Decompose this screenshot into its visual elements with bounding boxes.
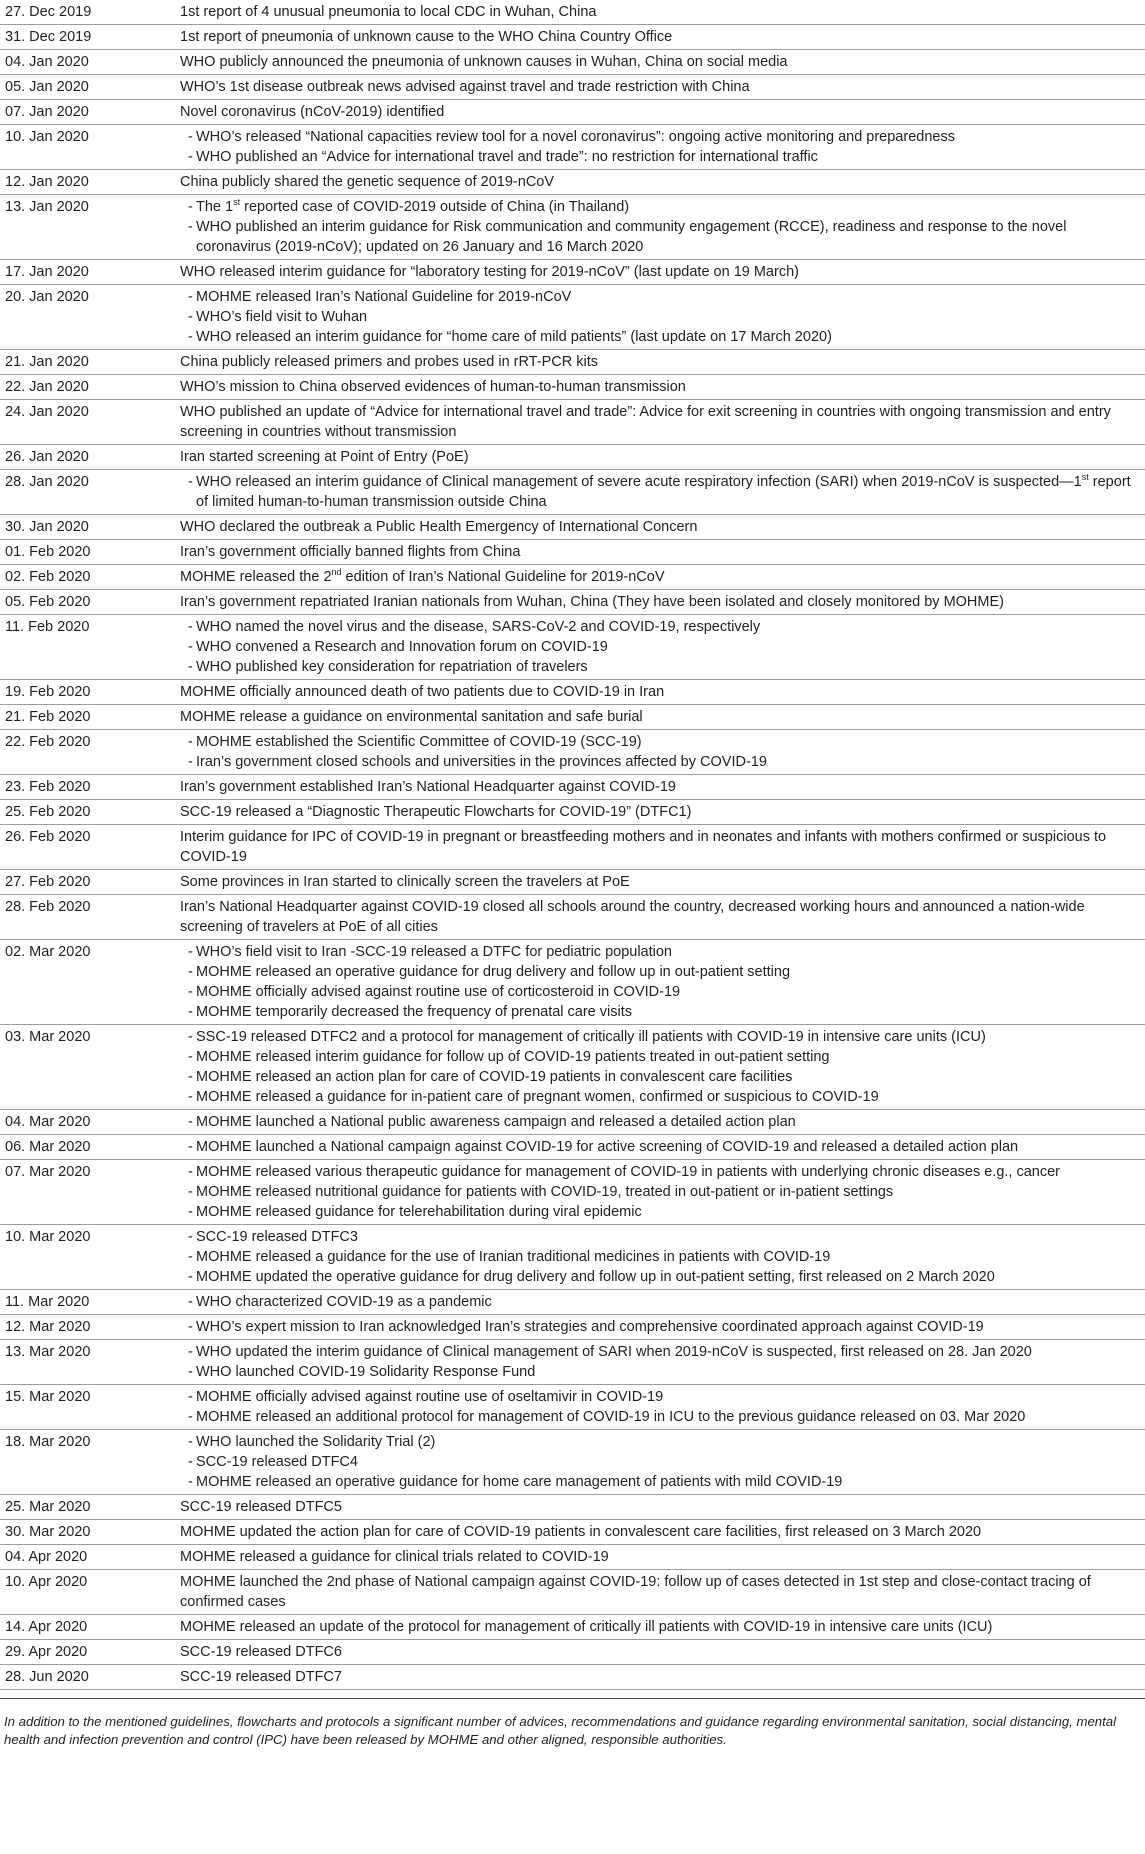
- date-cell: 22. Jan 2020: [0, 375, 180, 400]
- event-cell: [180, 800, 1145, 825]
- event-bullet-item: [180, 1452, 1139, 1472]
- date-cell: 28. Jun 2020: [0, 1665, 180, 1690]
- event-cell: [180, 895, 1145, 940]
- date-cell: 14. Apr 2020: [0, 1615, 180, 1640]
- event-cell: [180, 1225, 1145, 1290]
- event-text: WHO’s mission to China observed evidences of human-to-human transmission: [180, 379, 686, 395]
- event-bullet-item: [180, 1137, 1139, 1157]
- event-cell: [180, 730, 1145, 775]
- event-text: MOHME released guidance for telerehabilitation during viral epidemic: [196, 1204, 642, 1220]
- event-item: [180, 1667, 1139, 1687]
- event-cell: [180, 775, 1145, 800]
- event-text: MOHME updated the operative guidance for drug delivery and follow up in out-patient setting, first released on 2 March 2020: [196, 1269, 995, 1285]
- event-cell: [180, 540, 1145, 565]
- event-text: WHO released an interim guidance for “home care of mild patients” (last update on 17 March 2020): [196, 329, 832, 345]
- event-text: MOHME officially announced death of two patients due to COVID-19 in Iran: [180, 684, 665, 700]
- event-cell: [180, 705, 1145, 730]
- table-row: [0, 1290, 1145, 1315]
- event-text: MOHME released an operative guidance for drug delivery and follow up in out-patient setting: [196, 964, 791, 980]
- event-item: [180, 27, 1139, 47]
- table-row: [0, 1110, 1145, 1135]
- event-item: [180, 777, 1139, 797]
- event-cell: [180, 350, 1145, 375]
- event-item: [180, 707, 1139, 727]
- event-bullet-item: [180, 1292, 1139, 1312]
- event-text: WHO’s expert mission to Iran acknowledged Iran’s strategies and comprehensive coordinated approach against COVID-19: [196, 1319, 984, 1335]
- event-bullet-item: [180, 327, 1139, 347]
- event-cell: [180, 1495, 1145, 1520]
- event-bullet-item: [180, 1472, 1139, 1492]
- event-text: SCC-19 released DTFC6: [180, 1644, 342, 1660]
- table-row: [0, 375, 1145, 400]
- event-cell: [180, 515, 1145, 540]
- date-cell: 18. Mar 2020: [0, 1430, 180, 1495]
- event-bullet-item: [180, 962, 1139, 982]
- event-text: Iran’s government closed schools and universities in the provinces affected by COVID-19: [196, 754, 767, 770]
- event-text: Interim guidance for IPC of COVID-19 in pregnant or breastfeeding mothers and in neonates and infants with mothers confirmed or suspicious to COVID-19: [180, 829, 1107, 865]
- date-cell: 17. Jan 2020: [0, 260, 180, 285]
- event-bullet-item: [180, 1317, 1139, 1337]
- table-row: [0, 1665, 1145, 1690]
- date-cell: 21. Feb 2020: [0, 705, 180, 730]
- date-cell: 24. Jan 2020: [0, 400, 180, 445]
- date-cell: 21. Jan 2020: [0, 350, 180, 375]
- date-cell: 20. Jan 2020: [0, 285, 180, 350]
- event-text: WHO’s field visit to Iran -SCC-19 released a DTFC for pediatric population: [196, 944, 673, 960]
- table-row: [0, 870, 1145, 895]
- event-cell: [180, 1340, 1145, 1385]
- ordinal-superscript: st: [233, 197, 241, 208]
- date-cell: 05. Feb 2020: [0, 590, 180, 615]
- event-bullet-item: [180, 637, 1139, 657]
- event-bullet-item: [180, 287, 1139, 307]
- event-bullet-item: [180, 1067, 1139, 1087]
- event-text: MOHME released various therapeutic guidance for management of COVID-19 in patients with underlying chronic diseases e.g., cancer: [196, 1164, 1060, 1180]
- event-item: [180, 872, 1139, 892]
- table-row: [0, 800, 1145, 825]
- date-cell: 28. Feb 2020: [0, 895, 180, 940]
- event-bullet-item: [180, 1162, 1139, 1182]
- event-text: Iran’s National Headquarter against COVID-19 closed all schools around the country, decreased working hours and announced a nation-wide screening of travelers at PoE of all cities: [180, 899, 1085, 935]
- event-text: WHO published an interim guidance for Risk communication and community engagement (RCCE), readiness and response to the novel coronavirus (2019-nCoV); updated on 26 January and 16 March 2020: [196, 219, 1067, 255]
- event-item: [180, 262, 1139, 282]
- event-text: MOHME released Iran’s National Guideline for 2019-nCoV: [196, 289, 572, 305]
- event-text: SCC-19 released DTFC7: [180, 1669, 342, 1685]
- event-item: [180, 542, 1139, 562]
- event-bullet-item: [180, 1267, 1139, 1287]
- event-item: [180, 802, 1139, 822]
- date-cell: 27. Feb 2020: [0, 870, 180, 895]
- event-bullet-item: [180, 217, 1139, 257]
- event-text: Novel coronavirus (nCoV-2019) identified: [180, 104, 445, 120]
- event-bullet-item: [180, 1202, 1139, 1222]
- event-item: [180, 567, 1139, 587]
- event-cell: [180, 100, 1145, 125]
- event-cell: [180, 1665, 1145, 1690]
- event-item: [180, 1617, 1139, 1637]
- event-text: China publicly released primers and probes used in rRT-PCR kits: [180, 354, 599, 370]
- event-cell: [180, 870, 1145, 895]
- event-cell: [180, 1160, 1145, 1225]
- date-cell: 11. Feb 2020: [0, 615, 180, 680]
- date-cell: 01. Feb 2020: [0, 540, 180, 565]
- event-text: 1st report of 4 unusual pneumonia to local CDC in Wuhan, China: [180, 4, 597, 20]
- date-cell: 28. Jan 2020: [0, 470, 180, 515]
- date-cell: 26. Jan 2020: [0, 445, 180, 470]
- date-cell: 02. Feb 2020: [0, 565, 180, 590]
- date-cell: 25. Feb 2020: [0, 800, 180, 825]
- date-cell: 15. Mar 2020: [0, 1385, 180, 1430]
- event-bullet-item: [180, 982, 1139, 1002]
- event-item: [180, 1522, 1139, 1542]
- event-item: [180, 897, 1139, 937]
- event-item: [180, 827, 1139, 867]
- table-row: [0, 705, 1145, 730]
- table-row: [0, 1520, 1145, 1545]
- event-text: Iran’s government repatriated Iranian nationals from Wuhan, China (They have been isolated and closely monitored by MOHME): [180, 594, 1004, 610]
- date-cell: 27. Dec 2019: [0, 0, 180, 25]
- event-cell: [180, 375, 1145, 400]
- event-bullet-item: [180, 1002, 1139, 1022]
- event-text: MOHME launched the 2nd phase of National campaign against COVID-19: follow up of cases detected in 1st step and close-contact tracing of confirmed cases: [180, 1574, 1091, 1610]
- table-row: [0, 1640, 1145, 1665]
- event-cell: [180, 260, 1145, 285]
- date-cell: 10. Apr 2020: [0, 1570, 180, 1615]
- event-text: MOHME temporarily decreased the frequency of prenatal care visits: [196, 1004, 632, 1020]
- event-text: MOHME released an update of the protocol for management of critically ill patients with COVID-19 in intensive care units (ICU): [180, 1619, 993, 1635]
- table-row: [0, 100, 1145, 125]
- event-item: [180, 172, 1139, 192]
- event-cell: [180, 285, 1145, 350]
- event-cell: [180, 1110, 1145, 1135]
- event-bullet-item: [180, 1112, 1139, 1132]
- event-text: Iran started screening at Point of Entry (PoE): [180, 449, 469, 465]
- event-item: [180, 2, 1139, 22]
- event-text: MOHME officially advised against routine use of corticosteroid in COVID-19: [196, 984, 681, 1000]
- table-row: [0, 775, 1145, 800]
- table-row: [0, 285, 1145, 350]
- date-cell: 23. Feb 2020: [0, 775, 180, 800]
- event-item: [180, 402, 1139, 442]
- event-item: [180, 592, 1139, 612]
- table-row: [0, 260, 1145, 285]
- event-text: MOHME launched a National public awareness campaign and released a detailed action plan: [196, 1114, 796, 1130]
- event-bullet-item: [180, 127, 1139, 147]
- table-row: [0, 170, 1145, 195]
- table-row: [0, 1135, 1145, 1160]
- ordinal-superscript: st: [1081, 472, 1089, 483]
- table-row: [0, 350, 1145, 375]
- table-row: [0, 400, 1145, 445]
- date-cell: 13. Jan 2020: [0, 195, 180, 260]
- event-text: 1st report of pneumonia of unknown cause to the WHO China Country Office: [180, 29, 673, 45]
- date-cell: 06. Mar 2020: [0, 1135, 180, 1160]
- table-row: [0, 515, 1145, 540]
- date-cell: 10. Mar 2020: [0, 1225, 180, 1290]
- date-cell: 04. Apr 2020: [0, 1545, 180, 1570]
- table-row: [0, 1570, 1145, 1615]
- event-bullet-item: [180, 1432, 1139, 1452]
- event-text: MOHME released a guidance for in-patient care of pregnant women, confirmed or suspicious to COVID-19: [196, 1089, 879, 1105]
- event-text: MOHME established the Scientific Committee of COVID-19 (SCC-19): [196, 734, 642, 750]
- event-bullet-item: [180, 657, 1139, 677]
- event-item: [180, 352, 1139, 372]
- event-cell: [180, 1615, 1145, 1640]
- table-row: [0, 1160, 1145, 1225]
- event-cell: [180, 565, 1145, 590]
- table-footnote: In addition to the mentioned guidelines, flowcharts and protocols a significant number of advices, recommendations and guidance regarding environmental sanitation, social distancing, mental health and infection prevention and control (IPC) have been released by MOHME and other aligned, responsible authorities.: [0, 1698, 1145, 1749]
- date-cell: 25. Mar 2020: [0, 1495, 180, 1520]
- event-cell: [180, 1545, 1145, 1570]
- table-row: [0, 680, 1145, 705]
- event-cell: [180, 1520, 1145, 1545]
- event-text: MOHME released interim guidance for follow up of COVID-19 patients treated in out-patient setting: [196, 1049, 830, 1065]
- table-row: [0, 1315, 1145, 1340]
- event-text: WHO characterized COVID-19 as a pandemic: [196, 1294, 492, 1310]
- event-bullet-item: [180, 1027, 1139, 1047]
- date-cell: 19. Feb 2020: [0, 680, 180, 705]
- table-row: [0, 1340, 1145, 1385]
- event-text: MOHME released a guidance for clinical trials related to COVID-19: [180, 1549, 609, 1565]
- ordinal-superscript: nd: [331, 567, 342, 578]
- date-cell: 22. Feb 2020: [0, 730, 180, 775]
- event-bullet-item: [180, 1387, 1139, 1407]
- event-item: [180, 1572, 1139, 1612]
- table-row: [0, 0, 1145, 25]
- event-text: MOHME released nutritional guidance for patients with COVID-19, treated in out-patient or in-patient settings: [196, 1184, 894, 1200]
- event-text: SCC-19 released DTFC3: [196, 1229, 358, 1245]
- table-row: [0, 195, 1145, 260]
- event-item: [180, 517, 1139, 537]
- table-row: [0, 25, 1145, 50]
- event-cell: [180, 1570, 1145, 1615]
- event-text: China publicly shared the genetic sequence of 2019-nCoV: [180, 174, 555, 190]
- event-text: WHO published an update of “Advice for international travel and trade”: Advice for exit screening in countries with ongoing transmission and entry screening in countries without transmission: [180, 404, 1111, 440]
- table-row: [0, 1225, 1145, 1290]
- event-bullet-item: [180, 732, 1139, 752]
- event-text: WHO published key consideration for repatriation of travelers: [196, 659, 588, 675]
- event-cell: [180, 940, 1145, 1025]
- event-text: WHO publicly announced the pneumonia of unknown causes in Wuhan, China on social media: [180, 54, 788, 70]
- event-bullet-item: [180, 197, 1139, 217]
- event-text: MOHME updated the action plan for care of COVID-19 patients in convalescent care facilities, first released on 3 March 2020: [180, 1524, 982, 1540]
- event-text: WHO released an interim guidance of Clinical management of severe acute respiratory infection (SARI) when 2019-nCoV is suspected—1: [196, 474, 1082, 490]
- table-row: [0, 1545, 1145, 1570]
- event-text: WHO updated the interim guidance of Clinical management of SARI when 2019-nCoV is suspected, first released on 28. Jan 2020: [196, 1344, 1032, 1360]
- event-text: MOHME released a guidance for the use of Iranian traditional medicines in patients with COVID-19: [196, 1249, 831, 1265]
- event-text: Iran’s government established Iran’s National Headquarter against COVID-19: [180, 779, 676, 795]
- event-bullet-item: [180, 472, 1139, 512]
- event-cell: [180, 680, 1145, 705]
- table-row: [0, 75, 1145, 100]
- event-text: SCC-19 released a “Diagnostic Therapeutic Flowcharts for COVID-19” (DTFC1): [180, 804, 692, 820]
- event-item: [180, 1642, 1139, 1662]
- event-text: WHO named the novel virus and the disease, SARS-CoV-2 and COVID-19, respectively: [196, 619, 761, 635]
- date-cell: 04. Mar 2020: [0, 1110, 180, 1135]
- event-cell: [180, 1315, 1145, 1340]
- date-cell: 03. Mar 2020: [0, 1025, 180, 1110]
- table-row: [0, 1430, 1145, 1495]
- table-row: [0, 50, 1145, 75]
- event-text: MOHME officially advised against routine use of oseltamivir in COVID-19: [196, 1389, 664, 1405]
- table-row: [0, 565, 1145, 590]
- date-cell: 29. Apr 2020: [0, 1640, 180, 1665]
- event-cell: [180, 125, 1145, 170]
- event-cell: [180, 400, 1145, 445]
- event-cell: [180, 825, 1145, 870]
- event-text: Some provinces in Iran started to clinically screen the travelers at PoE: [180, 874, 630, 890]
- table-row: [0, 1385, 1145, 1430]
- event-text: MOHME released an action plan for care of COVID-19 patients in convalescent care facilities: [196, 1069, 793, 1085]
- date-cell: 31. Dec 2019: [0, 25, 180, 50]
- event-item: [180, 77, 1139, 97]
- table-row: [0, 615, 1145, 680]
- event-text: SCC-19 released DTFC5: [180, 1499, 342, 1515]
- event-text: WHO launched the Solidarity Trial (2): [196, 1434, 436, 1450]
- date-cell: 11. Mar 2020: [0, 1290, 180, 1315]
- event-text: WHO published an “Advice for international travel and trade”: no restriction for international traffic: [196, 149, 818, 165]
- event-cell: [180, 1430, 1145, 1495]
- event-bullet-item: [180, 1227, 1139, 1247]
- event-text: The 1: [196, 199, 234, 215]
- event-bullet-item: [180, 1342, 1139, 1362]
- table-row: [0, 730, 1145, 775]
- event-bullet-item: [180, 1047, 1139, 1067]
- event-bullet-item: [180, 307, 1139, 327]
- date-cell: 12. Jan 2020: [0, 170, 180, 195]
- event-cell: [180, 590, 1145, 615]
- event-text: MOHME released an additional protocol for management of COVID-19 in ICU to the previous guidance released on 03. Mar 2020: [196, 1409, 1026, 1425]
- event-cell: [180, 1385, 1145, 1430]
- date-cell: 04. Jan 2020: [0, 50, 180, 75]
- table-row: [0, 590, 1145, 615]
- date-cell: 02. Mar 2020: [0, 940, 180, 1025]
- event-text: MOHME launched a National campaign against COVID-19 for active screening of COVID-19 and released a detailed action plan: [196, 1139, 1019, 1155]
- event-text: Iran’s government officially banned flights from China: [180, 544, 521, 560]
- date-cell: 13. Mar 2020: [0, 1340, 180, 1385]
- event-text: MOHME released the 2: [180, 569, 332, 585]
- event-item: [180, 377, 1139, 397]
- table-row: [0, 825, 1145, 870]
- table-row: [0, 1495, 1145, 1520]
- date-cell: 07. Jan 2020: [0, 100, 180, 125]
- event-bullet-item: [180, 1182, 1139, 1202]
- event-cell: [180, 1135, 1145, 1160]
- event-text: SSC-19 released DTFC2 and a protocol for management of critically ill patients with COVID-19 in intensive care units (ICU): [196, 1029, 986, 1045]
- event-text: WHO launched COVID-19 Solidarity Response Fund: [196, 1364, 536, 1380]
- event-bullet-item: [180, 1362, 1139, 1382]
- event-cell: [180, 1025, 1145, 1110]
- event-text: MOHME release a guidance on environmental sanitation and safe burial: [180, 709, 643, 725]
- event-cell: [180, 470, 1145, 515]
- event-item: [180, 447, 1139, 467]
- event-text: report of limited human-to-human transmission outside China: [196, 474, 1131, 510]
- event-bullet-item: [180, 1407, 1139, 1427]
- event-item: [180, 1497, 1139, 1517]
- date-cell: 12. Mar 2020: [0, 1315, 180, 1340]
- event-cell: [180, 170, 1145, 195]
- event-bullet-item: [180, 752, 1139, 772]
- event-text: WHO convened a Research and Innovation forum on COVID-19: [196, 639, 608, 655]
- date-cell: 30. Mar 2020: [0, 1520, 180, 1545]
- event-cell: [180, 615, 1145, 680]
- date-cell: 10. Jan 2020: [0, 125, 180, 170]
- event-cell: [180, 25, 1145, 50]
- event-cell: [180, 195, 1145, 260]
- event-text: MOHME released an operative guidance for home care management of patients with mild COVID-19: [196, 1474, 843, 1490]
- event-cell: [180, 75, 1145, 100]
- table-row: [0, 540, 1145, 565]
- event-text: WHO’s released “National capacities review tool for a novel coronavirus”: ongoing active monitoring and preparedness: [196, 129, 955, 145]
- event-cell: [180, 50, 1145, 75]
- event-cell: [180, 445, 1145, 470]
- table-row: [0, 470, 1145, 515]
- event-text: WHO’s field visit to Wuhan: [196, 309, 368, 325]
- date-cell: 30. Jan 2020: [0, 515, 180, 540]
- date-cell: 05. Jan 2020: [0, 75, 180, 100]
- table-row: [0, 1025, 1145, 1110]
- event-bullet-item: [180, 1087, 1139, 1107]
- event-text: WHO released interim guidance for “laboratory testing for 2019-nCoV” (last update on 19 March): [180, 264, 799, 280]
- event-item: [180, 102, 1139, 122]
- event-cell: [180, 1290, 1145, 1315]
- event-bullet-item: [180, 942, 1139, 962]
- event-bullet-item: [180, 1247, 1139, 1267]
- event-bullet-item: [180, 147, 1139, 167]
- table-row: [0, 445, 1145, 470]
- date-cell: 26. Feb 2020: [0, 825, 180, 870]
- event-text: SCC-19 released DTFC4: [196, 1454, 358, 1470]
- event-text: WHO declared the outbreak a Public Health Emergency of International Concern: [180, 519, 698, 535]
- event-item: [180, 1547, 1139, 1567]
- event-text: reported case of COVID-2019 outside of China (in Thailand): [240, 199, 630, 215]
- event-text: edition of Iran’s National Guideline for 2019-nCoV: [341, 569, 665, 585]
- event-item: [180, 682, 1139, 702]
- event-text: WHO’s 1st disease outbreak news advised against travel and trade restriction with China: [180, 79, 750, 95]
- date-cell: 07. Mar 2020: [0, 1160, 180, 1225]
- table-row: [0, 125, 1145, 170]
- event-item: [180, 52, 1139, 72]
- event-bullet-item: [180, 617, 1139, 637]
- event-cell: [180, 0, 1145, 25]
- table-row: [0, 895, 1145, 940]
- table-row: [0, 940, 1145, 1025]
- table-row: [0, 1615, 1145, 1640]
- event-cell: [180, 1640, 1145, 1665]
